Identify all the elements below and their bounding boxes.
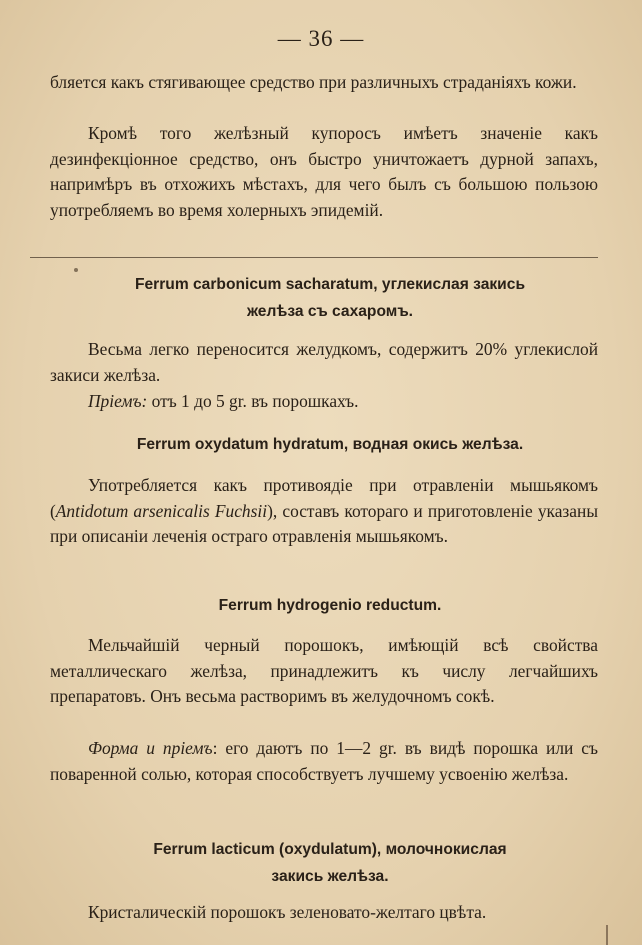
page-number: — 36 — <box>277 26 365 51</box>
paragraph-disinfectant: Кромѣ того желѣзный купоросъ имѣетъ значенiе какъ дезинфекцiонное средство, онъ быстро уничтожаетъ дурной запахъ, напримѣръ въ отхожихъ мѣстахъ, для чего былъ съ большою пользою употребляемъ во время холерныхъ эпидемiй. <box>50 123 598 220</box>
dose-text: : его даютъ по 1—2 gr. въ видѣ порошка или съ поваренной солью, которая способствуетъ лучшему усвоенiю желѣза. <box>50 738 598 784</box>
heading-line: желѣза съ сахаромъ. <box>246 303 414 320</box>
section-divider <box>30 257 598 258</box>
page-edge-mark <box>606 925 608 945</box>
dose-label: Прiемъ: <box>88 391 148 411</box>
heading-ferrum-lacticum <box>60 836 600 890</box>
heading-line: Ferrum lacticum (oxydulatum), молочнокислая <box>153 841 507 858</box>
paragraph-carbonicum-description: Весьма легко переносится желудкомъ, содержитъ 20% углекислой закиси желѣза. <box>50 339 598 385</box>
paragraph-hydrogenio-dose <box>50 736 598 787</box>
heading-ferrum-hydrogenio <box>60 592 600 619</box>
latin-name: Antidotum arsenicalis Fuchsii <box>55 500 268 521</box>
paragraph-hydrogenio-description: Мельчайшiй черный порошокъ, имѣющiй всѣ свойства металлическаго желѣза, принадлежитъ къ числу легчайшихъ препаратовъ. Онъ весьма растворимъ въ желудочномъ сокѣ. <box>50 635 598 707</box>
paragraph-lacticum-description: Кристалическiй порошокъ зеленовато-желтаго цвѣта. <box>88 902 487 922</box>
paragraph-oxydatum-description <box>50 473 598 550</box>
heading-ferrum-carbonicum <box>60 271 600 325</box>
paragraph-continuation: бляется какъ стягивающее средство при различныхъ страданiяхъ кожи. <box>50 72 577 92</box>
heading-ferrum-oxydatum <box>60 431 600 458</box>
form-and-dose-label: Форма и прiемъ <box>88 738 213 758</box>
text-run: ), составъ котораго и приготовленiе указаны при описанiи леченiя остраго отравленiя мышьякомъ. <box>50 500 599 547</box>
heading-line: Ferrum carbonicum sacharatum, углекислая закись <box>134 276 526 293</box>
heading-line: Ferrum oxydatum hydratum, водная окись желѣза. <box>136 436 524 453</box>
heading-line: Ferrum hydrogenio reductum. <box>218 597 442 614</box>
heading-line: закись желѣза. <box>271 868 389 885</box>
dose-text: отъ 1 до 5 gr. въ порошкахъ. <box>147 391 359 411</box>
paragraph-carbonicum-dose <box>50 389 598 415</box>
text-run: Употребляется какъ противоядiе при отравленiи мышьякомъ ( <box>50 475 598 521</box>
